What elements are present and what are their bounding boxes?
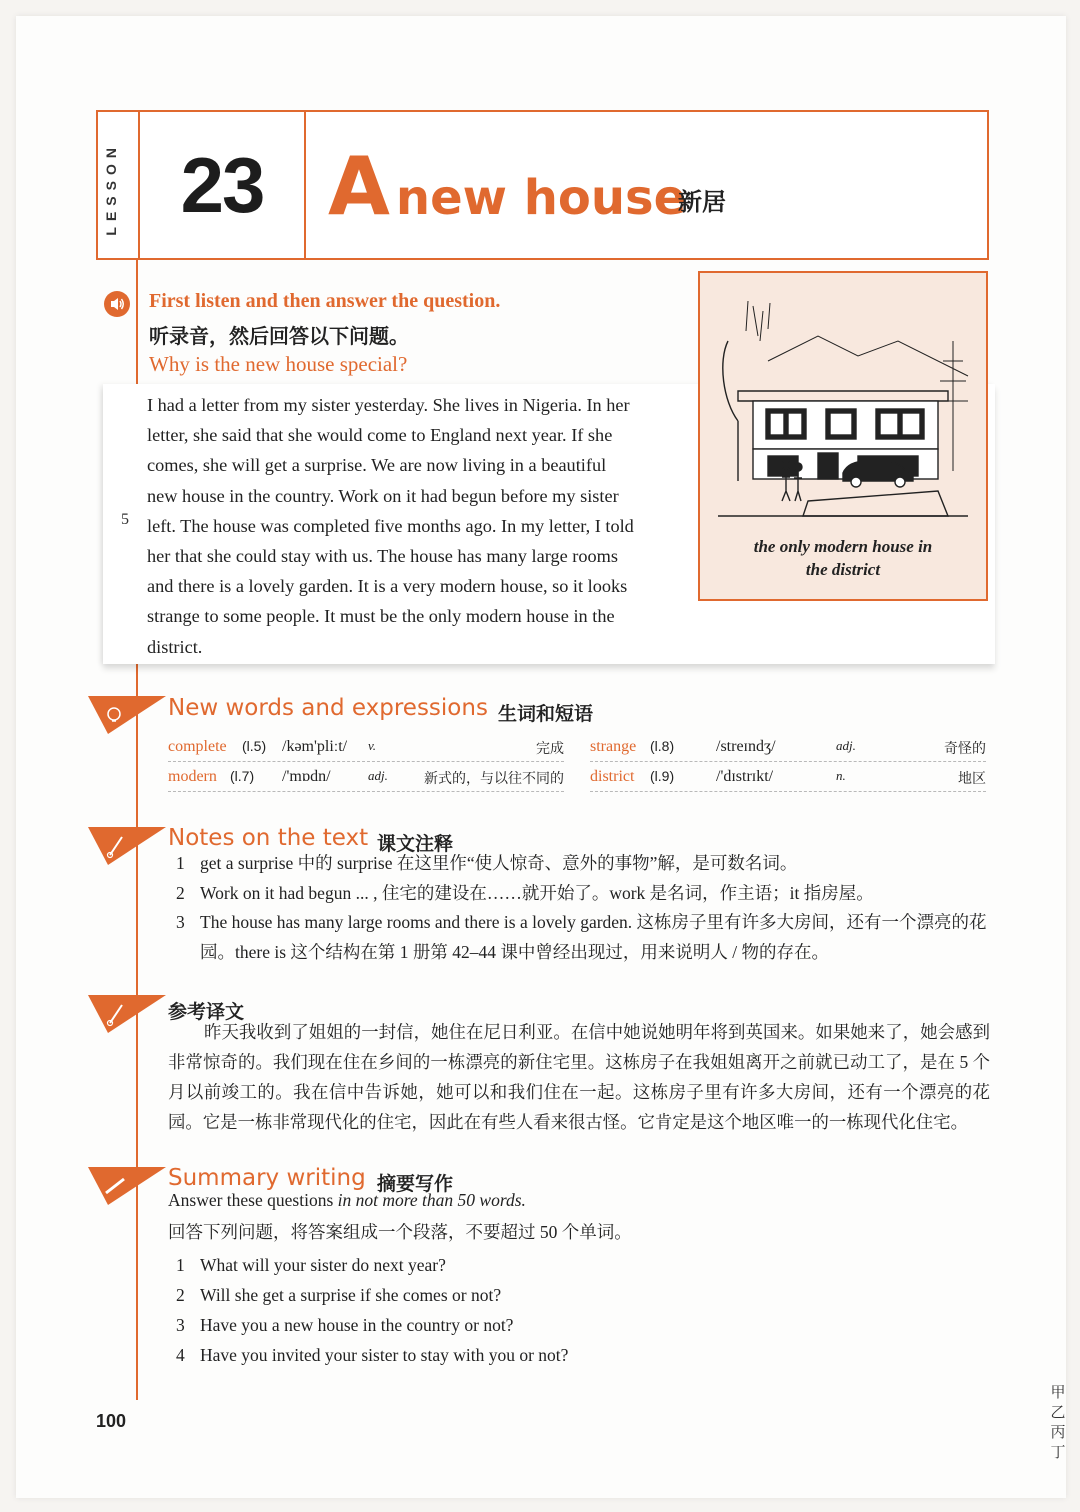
page-number: 100 <box>96 1411 127 1431</box>
summary-question <box>176 1280 568 1310</box>
question-text: Will she get a surprise if she comes or not? <box>200 1285 502 1305</box>
note-text: get a surprise 中的 surprise 在这里作“使人惊奇、意外的事物”解，是可数名词。 <box>200 853 798 873</box>
house-illustration <box>698 271 988 601</box>
caption-line: the district <box>805 560 881 579</box>
word-phonetic: /'mɒdn/ <box>282 768 331 785</box>
note-item <box>176 908 1012 967</box>
word-pos: adj. <box>836 738 856 753</box>
passage-line: left. The house was completed five months ago. In my letter, I told <box>147 515 634 536</box>
question-text: Have you a new house in the country or not? <box>200 1315 514 1335</box>
listen-instruction-cn: 听录音，然后回答以下问题。 <box>149 326 409 348</box>
lesson-number-box <box>140 112 306 258</box>
passage-text <box>147 390 667 662</box>
note-text: Work on it had begun ... , 住宅的建设在……就开始了。work 是名词，作主语；it 指房屋。 <box>200 882 874 903</box>
word: modern <box>168 768 217 785</box>
word-phonetic: /kəm'pliːt/ <box>282 738 348 755</box>
passage-line: her that she could stay with us. The house has many large rooms <box>147 546 618 567</box>
corner-watermark: 甲乙丙丁 <box>1050 1383 1066 1461</box>
note-number: 1 <box>176 853 185 873</box>
summary-intro-cn: 回答下列问题，将答案组成一个段落，不要超过 50 个单词。 <box>168 1222 632 1242</box>
word-pos: v. <box>368 738 377 753</box>
word-meaning: 地区 <box>958 771 986 787</box>
pencil-icon <box>88 1167 166 1205</box>
summary-question <box>176 1340 568 1370</box>
word-line-ref: (l.7) <box>230 768 255 784</box>
question-number: 1 <box>176 1255 185 1275</box>
word-meaning: 完成 <box>536 741 564 757</box>
note-text: The house has many large rooms and there is a lovely garden. 这栋房子里有许多大房间，还有一个漂亮的花园。there is 这个结构在第 1 册第 42–44 课中曾经出现过，用来说明人 / 物的存在。 <box>200 912 987 962</box>
word-line-ref: (l.5) <box>242 738 267 754</box>
lesson-title-rest: new house <box>395 170 687 226</box>
question-number: 3 <box>176 1315 185 1335</box>
lesson-title-first: A <box>328 140 390 233</box>
summary-title-cn: 摘要写作 <box>377 1173 454 1195</box>
lightbulb-icon <box>88 696 166 734</box>
word-row <box>168 735 564 762</box>
question-number: 4 <box>176 1345 185 1365</box>
word-line-ref: (l.9) <box>650 768 675 784</box>
notes-list <box>176 849 1012 967</box>
pen-icon <box>88 995 166 1033</box>
word: district <box>590 768 635 785</box>
note-item <box>176 879 1012 909</box>
lesson-title <box>328 140 686 233</box>
new-words-title-cn: 生词和短语 <box>498 703 594 725</box>
passage-line: comes, she will get a surprise. We are now living in a beautiful <box>147 455 607 476</box>
word-phonetic: /'dɪstrɪkt/ <box>716 768 774 785</box>
word-row <box>168 765 564 792</box>
passage-line-number: 5 <box>121 511 129 528</box>
word-phonetic: /streɪndʒ/ <box>716 738 776 755</box>
note-number: 2 <box>176 882 185 903</box>
house-drawing <box>708 281 978 521</box>
lesson-title-cn: 新居 <box>678 188 726 216</box>
note-number: 3 <box>176 912 185 932</box>
summary-intro-text: Answer these questions <box>168 1190 334 1210</box>
pen-icon <box>88 827 166 865</box>
summary-question <box>176 1310 568 1340</box>
passage-line: and there is a lovely garden. It is a very modern house, so it looks <box>147 576 628 597</box>
note-item <box>176 849 1012 879</box>
summary-intro-italic: in not more than 50 words. <box>337 1190 526 1210</box>
passage-line: strange to some people. It must be the only modern house in the <box>147 606 615 627</box>
summary-intro-en <box>168 1190 526 1211</box>
summary-questions <box>176 1250 568 1370</box>
summary-title: Summary writing <box>168 1165 366 1191</box>
translation-text: 昨天我收到了姐姐的一封信，她住在尼日利亚。在信中她说她明年将到英国来。如果她来了，她会感到非常惊奇的。我们现在住在乡间的一栋漂亮的新住宅里。这栋房子在我姐姐离开之前就已动工了，是在 5 个月以前竣工的。我在信中告诉她，她可以和我们住在一起。这栋房子里有许多大房间，还有一个漂亮的花园。它是一栋非常现代化的住宅，因此在有些人看来很古怪。它肯定是这个地区唯一的一栋现代化住宅。 <box>168 1022 990 1132</box>
passage-line: district. <box>147 636 203 657</box>
lesson-header <box>96 110 989 260</box>
question-text: Have you invited your sister to stay with you or not? <box>200 1345 569 1365</box>
question-text: What will your sister do next year? <box>200 1255 446 1275</box>
word-meaning: 新式的，与以往不同的 <box>424 771 564 787</box>
lesson-label: LESSON <box>103 142 119 236</box>
word-pos: adj. <box>368 768 388 783</box>
summary-question <box>176 1250 568 1280</box>
lesson-label-strip <box>98 112 140 258</box>
passage-line: letter, she said that she would come to England next year. If she <box>147 425 613 446</box>
word-row <box>590 765 986 792</box>
illustration-caption <box>700 535 986 581</box>
word-meaning: 奇怪的 <box>944 741 986 757</box>
passage-line: I had a letter from my sister yesterday. She lives in Nigeria. In her <box>147 395 630 415</box>
notes-title: Notes on the text <box>168 825 369 851</box>
word-row <box>590 735 986 762</box>
caption-line: the only modern house in <box>753 537 933 556</box>
notes-title-cn: 课文注释 <box>377 833 454 855</box>
word-pos: n. <box>836 768 846 783</box>
word: strange <box>590 738 637 755</box>
speaker-icon <box>104 291 130 317</box>
listen-instruction-en: First listen and then answer the question. <box>149 290 501 312</box>
word: complete <box>168 738 227 755</box>
question-number: 2 <box>176 1285 185 1305</box>
translation-title: 参考译文 <box>168 1001 245 1023</box>
listen-question: Why is the new house special? <box>149 352 408 376</box>
passage-line: new house in the country. Work on it had begun before my sister <box>147 485 619 506</box>
new-words-title: New words and expressions <box>168 695 488 721</box>
word-line-ref: (l.8) <box>650 738 675 754</box>
lesson-number: 23 <box>180 141 264 229</box>
